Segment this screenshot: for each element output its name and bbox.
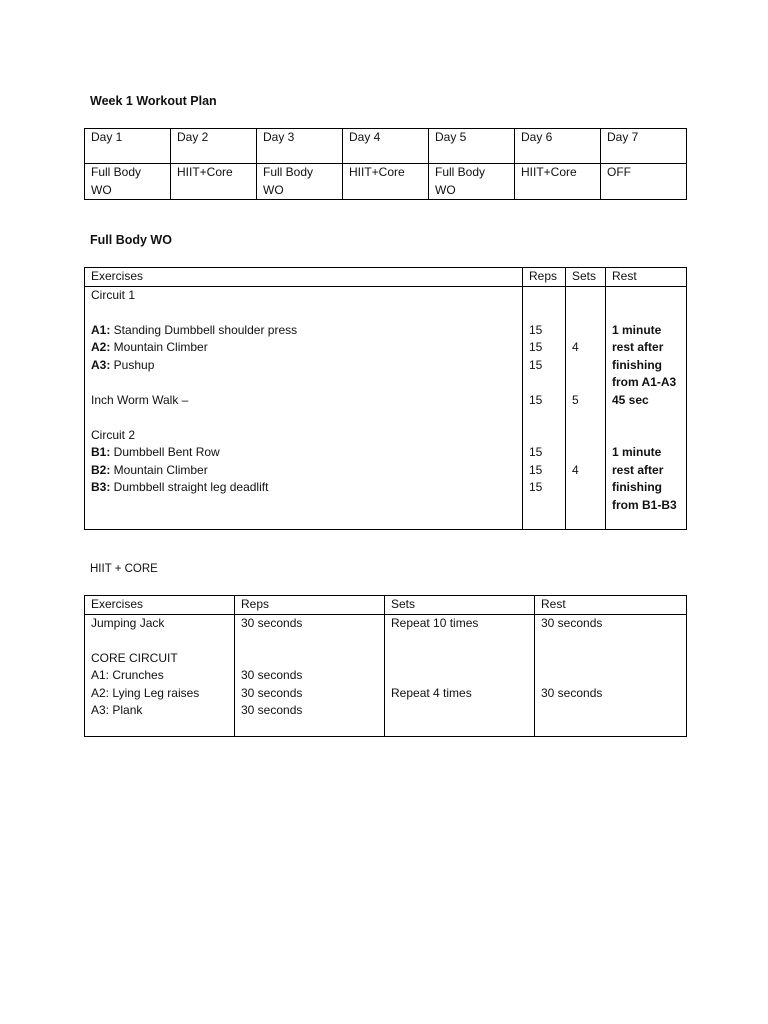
day-plan-text: HIIT+Core (177, 165, 233, 179)
day-plan-cell (429, 164, 515, 200)
header-exercises: Exercises (85, 596, 235, 615)
reps-value: 30 seconds (241, 668, 303, 682)
reps-value: 15 (529, 445, 543, 459)
exercise-code: B1: (91, 445, 111, 459)
rest-value: 1 minute (612, 445, 662, 459)
header-exercises: Exercises (85, 268, 523, 287)
exercise-name: Standing Dumbbell shoulder press (110, 322, 298, 337)
day-plan-text: Full Body (91, 165, 142, 179)
header-reps: Reps (523, 268, 566, 287)
page-title: Week 1 Workout Plan (90, 94, 217, 108)
exercise-name: A1: Crunches (91, 668, 164, 682)
rest-value: 45 sec (612, 392, 649, 407)
circuit-label: Circuit 1 (91, 287, 136, 302)
hiit-heading: HIIT + CORE (90, 563, 158, 575)
circuit-label: Circuit 2 (91, 427, 136, 442)
rest-value: 30 seconds (541, 615, 603, 630)
rest-value: rest after (612, 462, 664, 477)
day-header: Day 1 (85, 129, 171, 164)
header-rest: Rest (606, 268, 687, 287)
rest-value: from A1-A3 (612, 375, 677, 389)
day-plan-text: WO (263, 182, 284, 197)
day-header: Day 5 (429, 129, 515, 164)
day-plan-text: Full Body (435, 165, 486, 179)
rest-value: from B1-B3 (612, 497, 677, 512)
exercise-name: Dumbbell straight leg deadlift (110, 480, 269, 494)
reps-value: 15 (529, 462, 543, 477)
exercise-name: Mountain Climber (110, 340, 208, 354)
header-rest: Rest (535, 596, 687, 615)
reps-value: 15 (529, 322, 543, 337)
exercise-line (91, 322, 516, 340)
day-header: Day 7 (601, 129, 687, 164)
day-plan-cell (343, 164, 429, 200)
week-plan-row (85, 164, 687, 200)
exercise-line (91, 357, 516, 375)
exercises-cell (85, 286, 523, 529)
full-body-header-row (85, 268, 687, 287)
day-plan-text: Full Body (263, 165, 314, 179)
hiit-body-row (85, 614, 687, 736)
full-body-body-row (85, 286, 687, 529)
day-plan-text: HIIT+Core (521, 165, 577, 179)
reps-cell (235, 614, 385, 736)
sets-value: Repeat 4 times (391, 685, 472, 700)
reps-value: 15 (529, 340, 543, 354)
exercise-name: Jumping Jack (91, 615, 165, 630)
sets-value: Repeat 10 times (391, 615, 479, 630)
reps-value: 30 seconds (241, 685, 303, 700)
exercise-name: Dumbbell Bent Row (110, 445, 220, 459)
rest-value: rest after (612, 340, 664, 354)
exercises-cell (85, 614, 235, 736)
exercise-name: Inch Worm Walk – (91, 392, 189, 407)
header-sets: Sets (566, 268, 606, 287)
exercise-line (91, 339, 516, 357)
day-plan-cell (515, 164, 601, 200)
day-header: Day 2 (171, 129, 257, 164)
day-header: Day 3 (257, 129, 343, 164)
rest-value: 1 minute (612, 322, 662, 337)
rest-value: 30 seconds (541, 685, 603, 700)
reps-value: 30 seconds (241, 703, 303, 717)
sets-cell (566, 286, 606, 529)
day-plan-cell (171, 164, 257, 200)
exercise-code: A2: (91, 340, 111, 354)
day-header: Day 6 (515, 129, 601, 164)
reps-value: 15 (529, 480, 543, 494)
day-plan-cell (85, 164, 171, 200)
week-header-row (85, 129, 687, 164)
exercise-name: Mountain Climber (110, 462, 208, 477)
reps-value: 15 (529, 357, 543, 372)
header-sets: Sets (385, 596, 535, 615)
day-plan-text: WO (435, 182, 456, 197)
exercise-code: B2: (91, 462, 111, 477)
exercise-code: B3: (91, 480, 111, 494)
day-plan-text: OFF (607, 165, 631, 179)
sets-cell (385, 614, 535, 736)
exercise-line (91, 462, 516, 480)
exercise-name: A3: Plank (91, 703, 143, 717)
rest-value: finishing (612, 357, 662, 372)
header-reps: Reps (235, 596, 385, 615)
hiit-table (84, 595, 687, 737)
sets-value: 4 (572, 340, 579, 354)
exercise-code: A1: (91, 322, 111, 337)
exercise-name: Pushup (110, 357, 155, 372)
day-plan-cell (601, 164, 687, 200)
rest-cell (535, 614, 687, 736)
sets-value: 5 (572, 392, 579, 407)
exercise-name: A2: Lying Leg raises (91, 685, 200, 700)
day-header: Day 4 (343, 129, 429, 164)
day-plan-text: HIIT+Core (349, 165, 405, 179)
exercise-line (91, 444, 516, 462)
day-plan-cell (257, 164, 343, 200)
hiit-header-row (85, 596, 687, 615)
full-body-heading: Full Body WO (90, 233, 172, 247)
rest-cell (606, 286, 687, 529)
circuit-label: CORE CIRCUIT (91, 650, 178, 665)
exercise-line (91, 479, 516, 497)
reps-cell (523, 286, 566, 529)
reps-value: 30 seconds (241, 615, 303, 630)
reps-value: 15 (529, 392, 543, 407)
rest-value: finishing (612, 480, 662, 494)
sets-value: 4 (572, 462, 579, 477)
week-table (84, 128, 687, 200)
full-body-table (84, 267, 687, 530)
exercise-code: A3: (91, 357, 111, 372)
day-plan-text: WO (91, 182, 112, 197)
